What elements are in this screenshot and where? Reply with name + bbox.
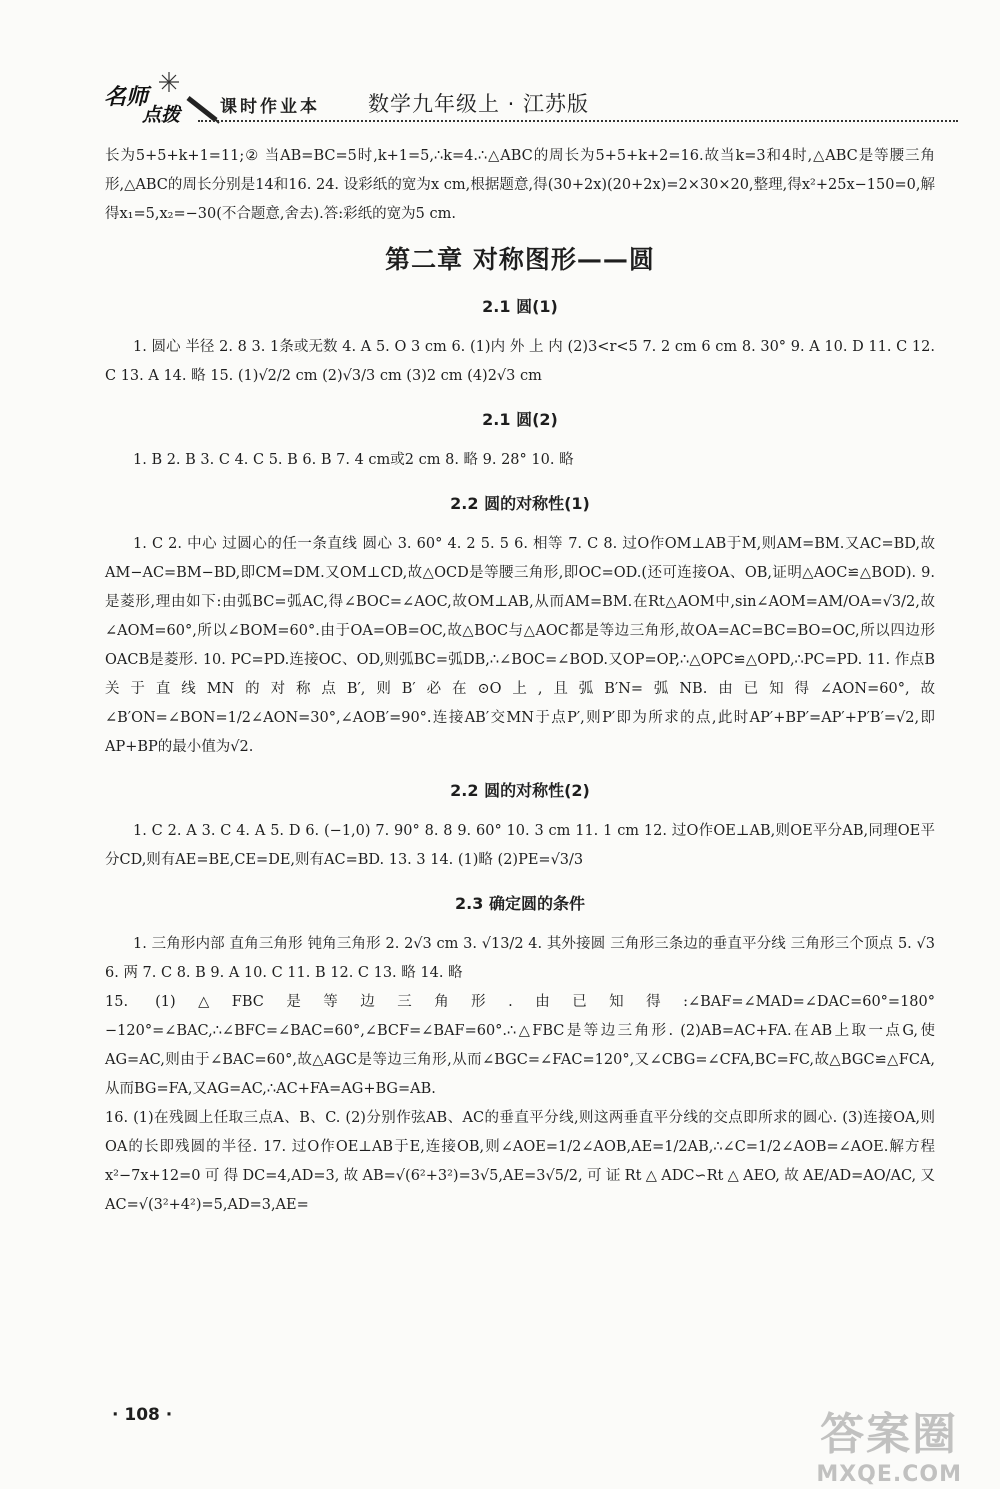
logo-line-1: 名师 [104,84,149,110]
section-2-1-2 [105,405,935,475]
watermark-url: MXQE.COM [816,1462,962,1487]
watermark [816,1398,962,1487]
section-title: 2.1 圆(2) [482,410,558,429]
chapter-title: 第二章 对称图形——圆 [385,245,655,274]
sparkle-icon [154,70,184,94]
page-header [98,70,958,130]
section-title: 2.1 圆(1) [482,297,558,316]
section-2-2-2 [105,776,935,875]
answer-paragraph: 1. C 2. 中心 过圆心的任一条直线 圆心 3. 60° 4. 2 5. 5 6. 相等 7. C 8. 过O作OM⊥AB于M,则AM=BM.又AC=BD,故AM−AC=BM−BD,即CM=DM.又OM⊥CD,故△OCD是等腰三角形,即OC=OD.(还可连接OA、OB,证明△AOC≌△BOD). 9. 是菱形,理由如下:由弧BC=弧AC,得∠BOC=∠AOC,故OM⊥AB,从而AM=BM.在Rt△AOM中,sin∠AOM=AM/OA=√3/2,故∠AOM=60°,所以∠BOM=60°.由于OA=OB=OC,故△BOC与△AOC都是等边三角形,故OA=AC=BC=BO=OC,所以四边形OACB是菱形. 10. PC=PD.连接OC、OD,则弧BC=弧DB,∴∠BOC=∠BOD.又OP=OP,∴△OPC≌△OPD,∴PC=PD. 11. 作点B关于直线MN的对称点B′,则B′必在⊙O上,且弧B′N=弧NB.由已知得∠AON=60°,故∠B′ON=∠BON=1/2∠AON=30°,∠AOB′=90°.连接AB′交MN于点P′,则P′即为所求的点,此时AP′+BP′=AP′+P′B′=√2,即AP+BP的最小值为√2. [105,536,935,755]
page-number: · 108 · [112,1405,173,1425]
logo-line-2: 点拨 [142,104,181,126]
intro-paragraph: 长为5+5+k+1=11;② 当AB=BC=5时,k+1=5,∴k=4.∴△ABC的周长为5+5+k+2=16.故当k=3和4时,△ABC是等腰三角形,△ABC的周长分别是14和16. 24. 设彩纸的宽为x cm,根据题意,得(30+2x)(20+2x)=2×30×20,整理,得x²+25x−150=0,解得x₁=5,x₂=−30(不合题意,舍去).答:彩纸的宽为5 cm. [105,148,935,222]
header-divider [198,120,958,122]
answer-paragraph: 1. C 2. A 3. C 4. A 5. D 6. (−1,0) 7. 90° 8. 8 9. 60° 10. 3 cm 11. 1 cm 12. 过O作OE⊥AB,则OE平分AB,同理OE平分CD,则有AE=BE,CE=DE,则有AC=BD. 13. 3 14. (1)略 (2)PE=√3/3 [105,823,935,868]
section-title: 2.3 确定圆的条件 [455,894,585,913]
answer-paragraph: 1. B 2. B 3. C 4. C 5. B 6. B 7. 4 cm或2 cm 8. 略 9. 28° 10. 略 [133,452,574,468]
series-title: 课时作业本 [220,97,320,117]
section-title: 2.2 圆的对称性(1) [450,494,590,513]
answer-paragraph: 1. 三角形内部 直角三角形 钝角三角形 2. 2√3 cm 3. √13/2 4. 其外接圆 三角形三条边的垂直平分线 三角形三个顶点 5. √3 6. 两 7. C 8. B 9. A 10. C 11. B 12. C 13. 略 14. 略 [105,936,935,981]
section-2-1-1 [105,292,935,391]
answer-paragraph: 15. (1)△FBC是等边三角形.由已知得:∠BAF=∠MAD=∠DAC=60°=180°−120°=∠BAC,∴∠BFC=∠BAC=60°,∠BCF=∠BAF=60°.∴△FBC是等边三角形. (2)AB=AC+FA.在AB上取一点G,使AG=AC,则由于∠BAC=60°,故△AGC是等边三角形,从而∠BGC=∠FAC=120°,又∠CBG=∠CFA,BC=FC,故△BGC≌△FCA,从而BG=FA,又AG=AC,∴AC+FA=AG+BG=AB. [105,994,935,1097]
section-2-3 [105,889,935,1220]
watermark-logo: 答案圈 [820,1409,959,1460]
section-2-2-1 [105,489,935,762]
answer-paragraph: 16. (1)在残圆上任取三点A、B、C. (2)分别作弦AB、AC的垂直平分线,则这两垂直平分线的交点即所求的圆心. (3)连接OA,则OA的长即残圆的半径. 17. 过O作OE⊥AB于E,连接OB,则∠AOE=1/2∠AOB,AE=1/2AB,∴∠C=1/2∠AOB=∠AOE.解方程x²−7x+12=0可得DC=4,AD=3,故AB=√(6²+3²)=3√5,AE=3√5/2,可证Rt△ADC∽Rt△AEO,故AE/AD=AO/AC,又AC=√(3²+4²)=5,AD=3,AE= [105,1110,935,1213]
book-title: 数学九年级上 · 江苏版 [368,92,590,116]
answer-paragraph: 1. 圆心 半径 2. 8 3. 1条或无数 4. A 5. O 3 cm 6. (1)内 外 上 内 (2)3<r<5 7. 2 cm 6 cm 8. 30° 9. A 10. D 11. C 12. C 13. A 14. 略 15. (1)√2/2 cm (2)√3/3 cm (3)2 cm (4)2√3 cm [105,339,935,384]
section-title: 2.2 圆的对称性(2) [450,781,590,800]
answer-content [105,142,935,1220]
